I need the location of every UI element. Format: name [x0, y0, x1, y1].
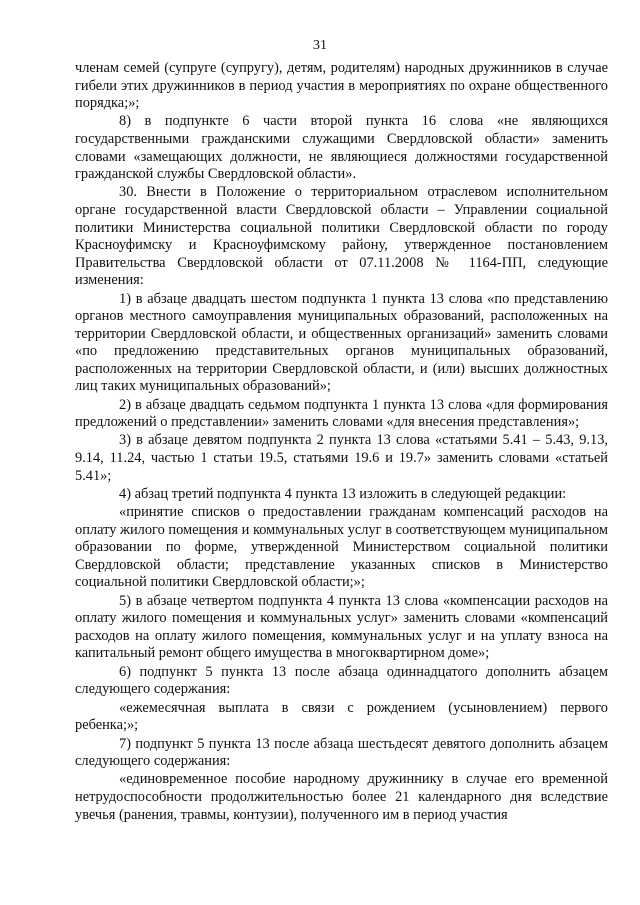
paragraph: 8) в подпункте 6 части второй пункта 16 слова «не являющихся государственными гражданскими служащими Свердловской области» заменить словами «замещающих должности, не являющиеся должностями государственной гражданской службы Свердловской области». — [75, 113, 608, 183]
paragraph: 30. Внести в Положение о территориальном отраслевом исполнительном органе государственной власти Свердловской области – Управлении социальной политики Министерства социальной политики Свердловской области по городу Красноуфимску и Красноуфимскому району, утвержденное постановлением Правительства Свердловской области от 07.11.2008 № 1164-ПП, следующие изменения: — [75, 184, 608, 289]
page-number: 31 — [313, 38, 327, 53]
paragraph: 4) абзац третий подпункта 4 пункта 13 изложить в следующей редакции: — [119, 485, 567, 502]
paragraph: «ежемесячная выплата в связи с рождением (усыновлением) первого ребенка;»; — [75, 699, 608, 734]
paragraph: 6) подпункт 5 пункта 13 после абзаца одиннадцатого дополнить абзацем следующего содержания: — [75, 663, 608, 698]
paragraph: 3) в абзаце девятом подпункта 2 пункта 13 слова «статьями 5.41 – 5.43, 9.13, 9.14, 11.24, частью 1 статьи 19.5, статьями 19.6 и 19.7» заменить словами «статьей 5.41»; — [75, 432, 608, 484]
paragraph: 2) в абзаце двадцать седьмом подпункта 1 пункта 13 слова «для формирования предложений о представлении» заменить словами «для внесения представления»; — [75, 396, 608, 431]
paragraph: членам семей (супруге (супругу), детям, родителям) народных дружинников в случае гибели этих дружинников в период участия в мероприятиях по охране общественного порядка;»; — [75, 60, 608, 112]
paragraph: 1) в абзаце двадцать шестом подпункта 1 пункта 13 слова «по представлению органов местного самоуправления муниципальных образований, расположенных на территории Свердловской области, и общественных организаций» заменить словами «по предложению представительных органов муниципальных образований, расположенных на территории Свердловской области, и (или) высших должностных лиц таких муниципальных образований»; — [75, 290, 608, 395]
paragraph: «единовременное пособие народному дружиннику в случае его временной нетрудоспособности продолжительностью более 21 календарного дня вследствие увечья (ранения, травмы, контузии), полученного им в период участия — [75, 771, 608, 823]
document-body — [75, 60, 608, 824]
paragraph: 5) в абзаце четвертом подпункта 4 пункта 13 слова «компенсации расходов на оплату жилого помещения и коммунальных услуг» заменить словами «компенсаций расходов на оплату жилого помещения, коммунальных услуг и на уплату взноса на капитальный ремонт общего имущества в многоквартирном доме»; — [75, 592, 608, 662]
paragraph: «принятие списков о предоставлении гражданам компенсаций расходов на оплату жилого помещения и коммунальных услуг в соответствующем муниципальном образовании по форме, утвержденной Министерством социальной политики Свердловской области; представление указанных списков в Министерство социальной политики Свердловской области;»; — [75, 504, 608, 591]
paragraph: 7) подпункт 5 пункта 13 после абзаца шестьдесят девятого дополнить абзацем следующего содержания: — [75, 735, 608, 770]
